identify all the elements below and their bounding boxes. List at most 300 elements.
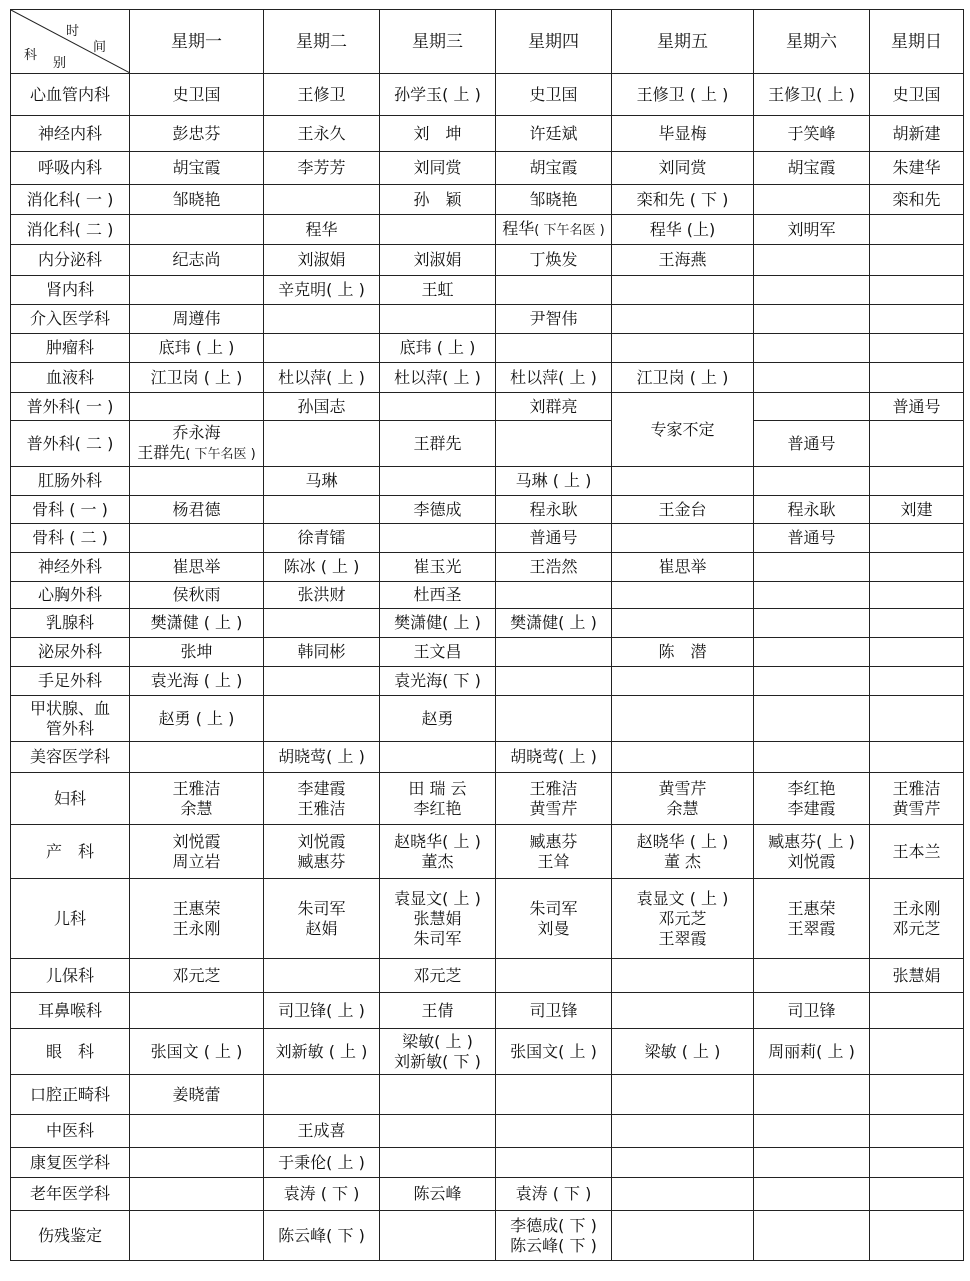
- doctor-cell: 普通号: [870, 393, 964, 421]
- outpatient-schedule-table: [10, 9, 964, 1261]
- doctor-cell: 陈云峰( 下 ): [264, 1211, 380, 1261]
- doctor-cell: [130, 1178, 264, 1211]
- doctor-cell: [870, 524, 964, 553]
- doctor-cell: 杨君德: [130, 496, 264, 524]
- doctor-cell: 底玮 ( 上 ): [130, 334, 264, 363]
- dept-cell: 乳腺科: [11, 609, 130, 638]
- doctor-cell: [612, 582, 754, 609]
- doctor-cell: [496, 1211, 612, 1261]
- doctor-cell: [496, 215, 612, 245]
- doctor-cell: [496, 421, 612, 467]
- schedule-row: [11, 152, 964, 185]
- doctor-cell: 赵勇 ( 上 ): [130, 696, 264, 742]
- dept-cell: 耳鼻喉科: [11, 993, 130, 1029]
- doctor-name: 赵晓华( 上 ): [394, 831, 481, 851]
- doctor-cell: [870, 696, 964, 742]
- doctor-name: 邓元芝: [892, 918, 941, 938]
- dept-cell: 康复医学科: [11, 1148, 130, 1178]
- schedule-row: [11, 334, 964, 363]
- doctor-cell: [380, 773, 496, 825]
- schedule-row: [11, 496, 964, 524]
- doctor-cell: 杜西圣: [380, 582, 496, 609]
- doctor-cell: 李芳芳: [264, 152, 380, 185]
- dept-cell: 普外科( 一 ): [11, 393, 130, 421]
- doctor-cell: 江卫岗 ( 上 ): [130, 363, 264, 393]
- doctor-cell: [612, 742, 754, 773]
- doctor-cell: 刘 坤: [380, 116, 496, 152]
- dept-cell: 普外科( 二 ): [11, 421, 130, 467]
- doctor-cell: 毕显梅: [612, 116, 754, 152]
- dept-cell: 肾内科: [11, 276, 130, 305]
- doctor-cell: [754, 245, 870, 276]
- doctor-cell: 徐青镭: [264, 524, 380, 553]
- schedule-row: [11, 1211, 964, 1261]
- doctor-cell: [754, 959, 870, 993]
- doctor-cell: 王虹: [380, 276, 496, 305]
- doctor-cell: [870, 245, 964, 276]
- doctor-cell: 陈冰 ( 上 ): [264, 553, 380, 582]
- doctor-cell: [130, 215, 264, 245]
- doctor-name: 李建霞: [787, 798, 836, 818]
- doctor-name: 刘曼: [537, 918, 570, 938]
- doctor-name: 李红艳: [413, 798, 462, 818]
- doctor-cell: [496, 667, 612, 696]
- schedule-row: [11, 582, 964, 609]
- schedule-row: [11, 185, 964, 215]
- doctor-cell: [754, 276, 870, 305]
- doctor-name: 朱司军: [297, 898, 346, 918]
- doctor-cell: [754, 363, 870, 393]
- doctor-cell: [130, 993, 264, 1029]
- doctor-name: 王雅洁: [892, 778, 941, 798]
- afternoon-note: ( 下午名医 ): [534, 222, 605, 238]
- day-header: 星期一: [130, 10, 264, 74]
- doctor-cell: 张洪财: [264, 582, 380, 609]
- doctor-cell: [264, 609, 380, 638]
- doctor-name: 刘悦霞: [787, 851, 836, 871]
- doctor-cell: [870, 553, 964, 582]
- doctor-cell: 张国文( 上 ): [496, 1029, 612, 1075]
- doctor-name: 李建霞: [297, 778, 346, 798]
- doctor-cell: [130, 1148, 264, 1178]
- doctor-cell: 崔思举: [612, 553, 754, 582]
- doctor-cell: [380, 467, 496, 496]
- schedule-row: [11, 609, 964, 638]
- doctor-name: 董 杰: [663, 851, 702, 871]
- doctor-cell: 栾和先 ( 下 ): [612, 185, 754, 215]
- doctor-cell: 张国文 ( 上 ): [130, 1029, 264, 1075]
- schedule-row: [11, 1178, 964, 1211]
- doctor-cell: 江卫岗 ( 上 ): [612, 363, 754, 393]
- doctor-name: 赵娟: [305, 918, 338, 938]
- corner-time-label: 时: [66, 24, 80, 39]
- doctor-name: 刘悦霞: [297, 831, 346, 851]
- doctor-cell: [130, 825, 264, 879]
- doctor-cell: [264, 305, 380, 334]
- doctor-cell: [612, 825, 754, 879]
- dept-cell: 骨科 ( 二 ): [11, 524, 130, 553]
- doctor-cell: [612, 609, 754, 638]
- doctor-cell: [264, 825, 380, 879]
- doctor-cell: 王永久: [264, 116, 380, 152]
- doctor-name: 袁显文 ( 上 ): [636, 888, 729, 908]
- dept-cell: 中医科: [11, 1115, 130, 1148]
- doctor-cell: [612, 276, 754, 305]
- doctor-cell: 史卫国: [130, 74, 264, 116]
- doctor-name: 陈云峰( 下 ): [510, 1235, 597, 1255]
- doctor-cell: [754, 609, 870, 638]
- doctor-name: 董杰: [421, 851, 454, 871]
- doctor-cell: 刘新敏 ( 上 ): [264, 1029, 380, 1075]
- doctor-name: 王群先: [137, 442, 186, 462]
- doctor-cell: [754, 1148, 870, 1178]
- doctor-cell: 尹智伟: [496, 305, 612, 334]
- doctor-cell: [870, 1148, 964, 1178]
- doctor-name: 李红艳: [787, 778, 836, 798]
- doctor-cell: 梁敏 ( 上 ): [612, 1029, 754, 1075]
- schedule-row: [11, 959, 964, 993]
- schedule-row: [11, 363, 964, 393]
- doctor-cell: 韩同彬: [264, 638, 380, 667]
- doctor-cell: [612, 959, 754, 993]
- doctor-cell: [612, 305, 754, 334]
- doctor-cell: [612, 993, 754, 1029]
- doctor-cell: [130, 1211, 264, 1261]
- schedule-row: [11, 305, 964, 334]
- doctor-cell: 王群先: [380, 421, 496, 467]
- doctor-cell: 程华: [264, 215, 380, 245]
- doctor-name: 赵晓华 ( 上 ): [636, 831, 729, 851]
- doctor-cell: 刘同赏: [380, 152, 496, 185]
- dept-cell: 介入医学科: [11, 305, 130, 334]
- dept-name-line: 甲状腺、血: [29, 698, 110, 718]
- doctor-cell: [870, 1029, 964, 1075]
- doctor-cell: [130, 773, 264, 825]
- doctor-cell: 程华 (上): [612, 215, 754, 245]
- header-corner: [11, 10, 130, 74]
- doctor-cell: [870, 879, 964, 959]
- doctor-cell: [612, 1211, 754, 1261]
- doctor-cell: [380, 393, 496, 421]
- doctor-cell: [380, 1075, 496, 1115]
- dept-cell: 神经内科: [11, 116, 130, 152]
- schedule-row: [11, 215, 964, 245]
- schedule-row: [11, 993, 964, 1029]
- corner-dept-label: 别: [53, 56, 67, 71]
- doctor-cell: [612, 773, 754, 825]
- schedule-row: [11, 245, 964, 276]
- doctor-name: 周立岩: [172, 851, 221, 871]
- doctor-cell: [264, 421, 380, 467]
- doctor-cell: 胡晓莺( 上 ): [496, 742, 612, 773]
- doctor-cell: [130, 524, 264, 553]
- doctor-cell: [496, 1148, 612, 1178]
- dept-cell: 儿保科: [11, 959, 130, 993]
- doctor-cell: 樊潇健 ( 上 ): [130, 609, 264, 638]
- schedule-row: [11, 1148, 964, 1178]
- doctor-cell: [264, 959, 380, 993]
- doctor-cell: 胡新建: [870, 116, 964, 152]
- doctor-name: 王永刚: [172, 918, 221, 938]
- schedule-row: [11, 773, 964, 825]
- doctor-cell: [496, 1075, 612, 1115]
- doctor-name: 朱司军: [529, 898, 578, 918]
- doctor-name: 王雅洁: [297, 798, 346, 818]
- dept-cell: 老年医学科: [11, 1178, 130, 1211]
- doctor-cell: 张慧娟: [870, 959, 964, 993]
- doctor-cell: 刘建: [870, 496, 964, 524]
- doctor-cell: [754, 1075, 870, 1115]
- dept-cell: 消化科( 一 ): [11, 185, 130, 215]
- doctor-cell: [870, 667, 964, 696]
- doctor-cell: 王成喜: [264, 1115, 380, 1148]
- doctor-cell: [870, 1075, 964, 1115]
- doctor-cell: 王文昌: [380, 638, 496, 667]
- doctor-cell: 刘明军: [754, 215, 870, 245]
- doctor-name: 余慧: [180, 798, 213, 818]
- doctor-name: 王惠荣: [787, 898, 836, 918]
- schedule-row: [11, 74, 964, 116]
- doctor-name: 臧惠芬: [529, 831, 578, 851]
- doctor-cell: 邹晓艳: [496, 185, 612, 215]
- doctor-cell: 周丽莉( 上 ): [754, 1029, 870, 1075]
- dept-cell: [11, 696, 130, 742]
- doctor-cell: 周遵伟: [130, 305, 264, 334]
- doctor-name: 黄雪芹: [658, 778, 707, 798]
- doctor-name: 王惠荣: [172, 898, 221, 918]
- doctor-cell: 樊潇健( 上 ): [496, 609, 612, 638]
- corner-dept-label: 科: [24, 48, 38, 63]
- doctor-cell: [496, 773, 612, 825]
- doctor-name: 梁敏( 上 ): [402, 1031, 473, 1051]
- doctor-cell: [496, 638, 612, 667]
- doctor-cell: 陈 潜: [612, 638, 754, 667]
- doctor-cell: 普通号: [754, 524, 870, 553]
- doctor-cell: 彭忠芬: [130, 116, 264, 152]
- dept-cell: 口腔正畸科: [11, 1075, 130, 1115]
- dept-cell: 心胸外科: [11, 582, 130, 609]
- doctor-cell: 司卫锋( 上 ): [264, 993, 380, 1029]
- doctor-cell: 程永耿: [496, 496, 612, 524]
- corner-time-label: 间: [93, 40, 107, 55]
- doctor-cell: [754, 879, 870, 959]
- doctor-cell: 王修卫 ( 上 ): [612, 74, 754, 116]
- doctor-cell: 司卫锋: [496, 993, 612, 1029]
- doctor-cell: [264, 334, 380, 363]
- doctor-cell: [612, 1075, 754, 1115]
- dept-cell: 产 科: [11, 825, 130, 879]
- schedule-row: [11, 696, 964, 742]
- dept-cell: 消化科( 二 ): [11, 215, 130, 245]
- doctor-cell: 李德成: [380, 496, 496, 524]
- doctor-cell: 陈云峰: [380, 1178, 496, 1211]
- doctor-cell: [264, 1075, 380, 1115]
- doctor-cell: 袁光海 ( 上 ): [130, 667, 264, 696]
- doctor-cell: 朱建华: [870, 152, 964, 185]
- doctor-cell: 孙学玉( 上 ): [380, 74, 496, 116]
- doctor-cell: 樊潇健( 上 ): [380, 609, 496, 638]
- doctor-cell: [264, 185, 380, 215]
- doctor-cell: [496, 276, 612, 305]
- doctor-cell: 王浩然: [496, 553, 612, 582]
- doctor-cell: [754, 1115, 870, 1148]
- doctor-cell: 刘同赏: [612, 152, 754, 185]
- doctor-cell: 普通号: [754, 421, 870, 467]
- dept-cell: 肛肠外科: [11, 467, 130, 496]
- doctor-cell: 刘群亮: [496, 393, 612, 421]
- doctor-cell: 胡晓莺( 上 ): [264, 742, 380, 773]
- doctor-name: 程华: [502, 218, 535, 238]
- doctor-cell: 史卫国: [870, 74, 964, 116]
- doctor-cell: [754, 773, 870, 825]
- doctor-cell: 司卫锋: [754, 993, 870, 1029]
- doctor-cell: 邹晓艳: [130, 185, 264, 215]
- doctor-cell: [380, 1211, 496, 1261]
- dept-cell: 神经外科: [11, 553, 130, 582]
- doctor-name: 袁显文( 上 ): [394, 888, 481, 908]
- schedule-row: [11, 524, 964, 553]
- doctor-cell: 孙 颖: [380, 185, 496, 215]
- schedule-row: [11, 421, 964, 467]
- doctor-cell: [870, 276, 964, 305]
- doctor-name: 臧惠芬( 上 ): [768, 831, 855, 851]
- doctor-cell: [612, 1178, 754, 1211]
- doctor-cell: [130, 393, 264, 421]
- doctor-cell: [130, 276, 264, 305]
- doctor-name: 王雅洁: [529, 778, 578, 798]
- day-header: 星期三: [380, 10, 496, 74]
- schedule-row: [11, 276, 964, 305]
- doctor-cell: [754, 696, 870, 742]
- doctor-cell: 邓元芝: [380, 959, 496, 993]
- doctor-name: 乔永海: [172, 422, 221, 442]
- schedule-row: [11, 1115, 964, 1148]
- doctor-cell: 史卫国: [496, 74, 612, 116]
- dept-cell: 心血管内科: [11, 74, 130, 116]
- schedule-row: [11, 742, 964, 773]
- doctor-name: 王耸: [537, 851, 570, 871]
- doctor-name: 李德成( 下 ): [510, 1215, 597, 1235]
- doctor-cell: [264, 773, 380, 825]
- doctor-name: 余慧: [666, 798, 699, 818]
- doctor-name: 朱司军: [413, 928, 462, 948]
- doctor-name: 黄雪芹: [529, 798, 578, 818]
- doctor-cell: [870, 773, 964, 825]
- doctor-cell: 杜以萍( 上 ): [264, 363, 380, 393]
- doctor-cell: [870, 582, 964, 609]
- doctor-cell: [496, 582, 612, 609]
- dept-cell: 伤残鉴定: [11, 1211, 130, 1261]
- doctor-cell: 侯秋雨: [130, 582, 264, 609]
- schedule-row: [11, 1075, 964, 1115]
- doctor-cell: [870, 334, 964, 363]
- doctor-cell: 姜晓蕾: [130, 1075, 264, 1115]
- dept-cell: 呼吸内科: [11, 152, 130, 185]
- doctor-cell: [496, 879, 612, 959]
- doctor-cell: 程永耿: [754, 496, 870, 524]
- doctor-cell: [754, 467, 870, 496]
- doctor-cell: 袁光海( 下 ): [380, 667, 496, 696]
- doctor-cell: [496, 334, 612, 363]
- doctor-cell: 赵勇: [380, 696, 496, 742]
- dept-cell: 骨科 ( 一 ): [11, 496, 130, 524]
- doctor-cell: 刘淑娟: [380, 245, 496, 276]
- doctor-cell: [870, 305, 964, 334]
- doctor-cell: [870, 467, 964, 496]
- doctor-name: 刘新敏( 下 ): [394, 1051, 481, 1071]
- doctor-cell: [264, 696, 380, 742]
- doctor-cell: 王本兰: [870, 825, 964, 879]
- doctor-cell: [130, 467, 264, 496]
- doctor-cell: [612, 696, 754, 742]
- doctor-cell: 胡宝霞: [496, 152, 612, 185]
- doctor-cell: [870, 993, 964, 1029]
- schedule-row: [11, 116, 964, 152]
- doctor-cell: [264, 667, 380, 696]
- day-header: 星期五: [612, 10, 754, 74]
- doctor-cell: 王修卫: [264, 74, 380, 116]
- doctor-cell: 杜以萍( 上 ): [496, 363, 612, 393]
- day-header: 星期四: [496, 10, 612, 74]
- day-header: 星期六: [754, 10, 870, 74]
- doctor-cell: [130, 879, 264, 959]
- doctor-cell: [496, 1115, 612, 1148]
- doctor-cell: [380, 305, 496, 334]
- doctor-cell: [496, 959, 612, 993]
- doctor-name: 田 瑞 云: [408, 778, 467, 798]
- doctor-cell: [612, 667, 754, 696]
- doctor-cell: [754, 553, 870, 582]
- schedule-row: [11, 1029, 964, 1075]
- doctor-cell: [612, 1115, 754, 1148]
- doctor-name: 张慧娟: [413, 908, 462, 928]
- dept-cell: 美容医学科: [11, 742, 130, 773]
- doctor-cell: [380, 524, 496, 553]
- doctor-cell: [612, 467, 754, 496]
- schedule-row: [11, 638, 964, 667]
- doctor-cell: [496, 696, 612, 742]
- doctor-cell: [754, 742, 870, 773]
- dept-cell: 眼 科: [11, 1029, 130, 1075]
- doctor-cell: [612, 879, 754, 959]
- doctor-cell: [870, 1211, 964, 1261]
- doctor-name: 王雅洁: [172, 778, 221, 798]
- doctor-cell: [264, 879, 380, 959]
- doctor-name: 黄雪芹: [892, 798, 941, 818]
- doctor-cell: [380, 215, 496, 245]
- doctor-name: 王翠霞: [658, 928, 707, 948]
- schedule-row: [11, 393, 964, 421]
- doctor-cell: [754, 667, 870, 696]
- doctor-name: 臧惠芬: [297, 851, 346, 871]
- header-row: [11, 10, 964, 74]
- dept-cell: 肿瘤科: [11, 334, 130, 363]
- doctor-cell: [380, 825, 496, 879]
- dept-cell: 泌尿外科: [11, 638, 130, 667]
- doctor-cell: 专家不定: [612, 393, 754, 467]
- doctor-cell: 崔思举: [130, 553, 264, 582]
- schedule-row: [11, 667, 964, 696]
- doctor-cell: 普通号: [496, 524, 612, 553]
- doctor-cell: 许廷斌: [496, 116, 612, 152]
- doctor-cell: [870, 609, 964, 638]
- doctor-cell: [754, 393, 870, 421]
- doctor-cell: [870, 421, 964, 467]
- doctor-cell: 王海燕: [612, 245, 754, 276]
- doctor-cell: 王修卫( 上 ): [754, 74, 870, 116]
- doctor-cell: 辛克明( 上 ): [264, 276, 380, 305]
- day-header: 星期日: [870, 10, 964, 74]
